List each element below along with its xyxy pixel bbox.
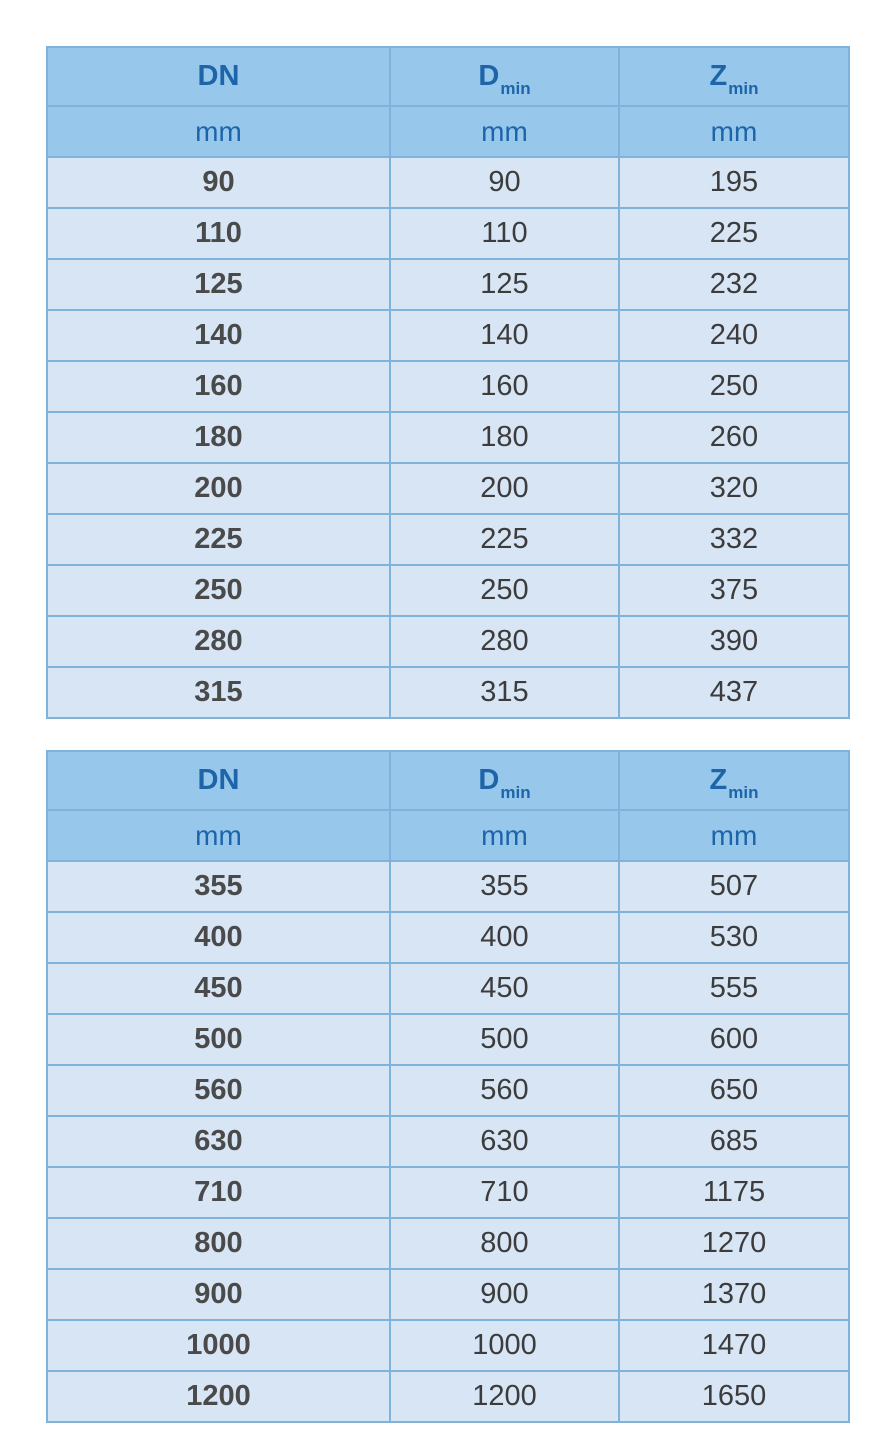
table-row <box>47 1218 849 1269</box>
table-row <box>47 361 849 412</box>
d-min-cell: 800 <box>390 1218 619 1269</box>
table-row <box>47 667 849 718</box>
table-row <box>47 259 849 310</box>
z-min-cell: 650 <box>619 1065 849 1116</box>
z-min-cell: 1470 <box>619 1320 849 1371</box>
table-row <box>47 912 849 963</box>
table-row <box>47 1167 849 1218</box>
z-min-cell: 1175 <box>619 1167 849 1218</box>
z-min-cell: 260 <box>619 412 849 463</box>
dn-cell: 500 <box>47 1014 390 1065</box>
header-dn: DN <box>47 751 390 810</box>
table-row <box>47 565 849 616</box>
d-min-cell: 450 <box>390 963 619 1014</box>
table-body <box>47 157 849 718</box>
table-body <box>47 861 849 1422</box>
header-z-min <box>619 47 849 106</box>
dn-cell: 355 <box>47 861 390 912</box>
header-row <box>47 47 849 106</box>
table-row <box>47 616 849 667</box>
header-d-subscript: min <box>500 79 531 98</box>
z-min-cell: 530 <box>619 912 849 963</box>
dn-cell: 125 <box>47 259 390 310</box>
d-min-cell: 630 <box>390 1116 619 1167</box>
d-min-cell: 180 <box>390 412 619 463</box>
unit-z-min: mm <box>619 106 849 157</box>
dn-cell: 1200 <box>47 1371 390 1422</box>
dn-cell: 710 <box>47 1167 390 1218</box>
dn-cell: 280 <box>47 616 390 667</box>
table-row <box>47 463 849 514</box>
z-min-cell: 390 <box>619 616 849 667</box>
header-d-min <box>390 751 619 810</box>
dn-cell: 90 <box>47 157 390 208</box>
d-min-cell: 250 <box>390 565 619 616</box>
z-min-cell: 685 <box>619 1116 849 1167</box>
z-min-cell: 195 <box>619 157 849 208</box>
dn-cell: 250 <box>47 565 390 616</box>
d-min-cell: 200 <box>390 463 619 514</box>
unit-d-min: mm <box>390 106 619 157</box>
d-min-cell: 90 <box>390 157 619 208</box>
table-row <box>47 1116 849 1167</box>
dn-cell: 180 <box>47 412 390 463</box>
dimension-table-1 <box>46 46 850 719</box>
d-min-cell: 500 <box>390 1014 619 1065</box>
header-d-symbol: D <box>478 764 500 796</box>
d-min-cell: 355 <box>390 861 619 912</box>
d-min-cell: 315 <box>390 667 619 718</box>
table-row <box>47 861 849 912</box>
header-z-min <box>619 751 849 810</box>
dn-cell: 560 <box>47 1065 390 1116</box>
unit-row <box>47 106 849 157</box>
dn-cell: 225 <box>47 514 390 565</box>
d-min-cell: 160 <box>390 361 619 412</box>
header-row <box>47 751 849 810</box>
d-min-cell: 125 <box>390 259 619 310</box>
header-d-subscript: min <box>500 783 531 802</box>
d-min-cell: 225 <box>390 514 619 565</box>
unit-dn: mm <box>47 106 390 157</box>
table-row <box>47 157 849 208</box>
d-min-cell: 280 <box>390 616 619 667</box>
header-z-symbol: Z <box>709 60 728 92</box>
header-d-min <box>390 47 619 106</box>
z-min-cell: 437 <box>619 667 849 718</box>
z-min-cell: 240 <box>619 310 849 361</box>
table-row <box>47 1371 849 1422</box>
header-z-subscript: min <box>728 783 759 802</box>
table-row <box>47 963 849 1014</box>
dn-cell: 450 <box>47 963 390 1014</box>
table-row <box>47 1269 849 1320</box>
z-min-cell: 320 <box>619 463 849 514</box>
dn-cell: 315 <box>47 667 390 718</box>
dn-cell: 140 <box>47 310 390 361</box>
header-z-symbol: Z <box>709 764 728 796</box>
d-min-cell: 140 <box>390 310 619 361</box>
table-row <box>47 208 849 259</box>
z-min-cell: 555 <box>619 963 849 1014</box>
z-min-cell: 332 <box>619 514 849 565</box>
header-d-symbol: D <box>478 60 500 92</box>
table-row <box>47 1320 849 1371</box>
table-row <box>47 310 849 361</box>
z-min-cell: 1370 <box>619 1269 849 1320</box>
z-min-cell: 1650 <box>619 1371 849 1422</box>
z-min-cell: 250 <box>619 361 849 412</box>
d-min-cell: 560 <box>390 1065 619 1116</box>
dimension-table-2 <box>46 750 850 1423</box>
dn-cell: 160 <box>47 361 390 412</box>
z-min-cell: 225 <box>619 208 849 259</box>
unit-z-min: mm <box>619 810 849 861</box>
d-min-cell: 1000 <box>390 1320 619 1371</box>
d-min-cell: 110 <box>390 208 619 259</box>
d-min-cell: 900 <box>390 1269 619 1320</box>
table-row <box>47 412 849 463</box>
table-row <box>47 1014 849 1065</box>
table-row <box>47 1065 849 1116</box>
d-min-cell: 710 <box>390 1167 619 1218</box>
d-min-cell: 1200 <box>390 1371 619 1422</box>
header-z-subscript: min <box>728 79 759 98</box>
dn-cell: 400 <box>47 912 390 963</box>
z-min-cell: 600 <box>619 1014 849 1065</box>
dn-cell: 110 <box>47 208 390 259</box>
dn-cell: 630 <box>47 1116 390 1167</box>
z-min-cell: 507 <box>619 861 849 912</box>
header-dn: DN <box>47 47 390 106</box>
unit-row <box>47 810 849 861</box>
dn-cell: 1000 <box>47 1320 390 1371</box>
z-min-cell: 375 <box>619 565 849 616</box>
dn-cell: 900 <box>47 1269 390 1320</box>
z-min-cell: 232 <box>619 259 849 310</box>
dn-cell: 800 <box>47 1218 390 1269</box>
d-min-cell: 400 <box>390 912 619 963</box>
dn-cell: 200 <box>47 463 390 514</box>
unit-dn: mm <box>47 810 390 861</box>
z-min-cell: 1270 <box>619 1218 849 1269</box>
table-row <box>47 514 849 565</box>
unit-d-min: mm <box>390 810 619 861</box>
